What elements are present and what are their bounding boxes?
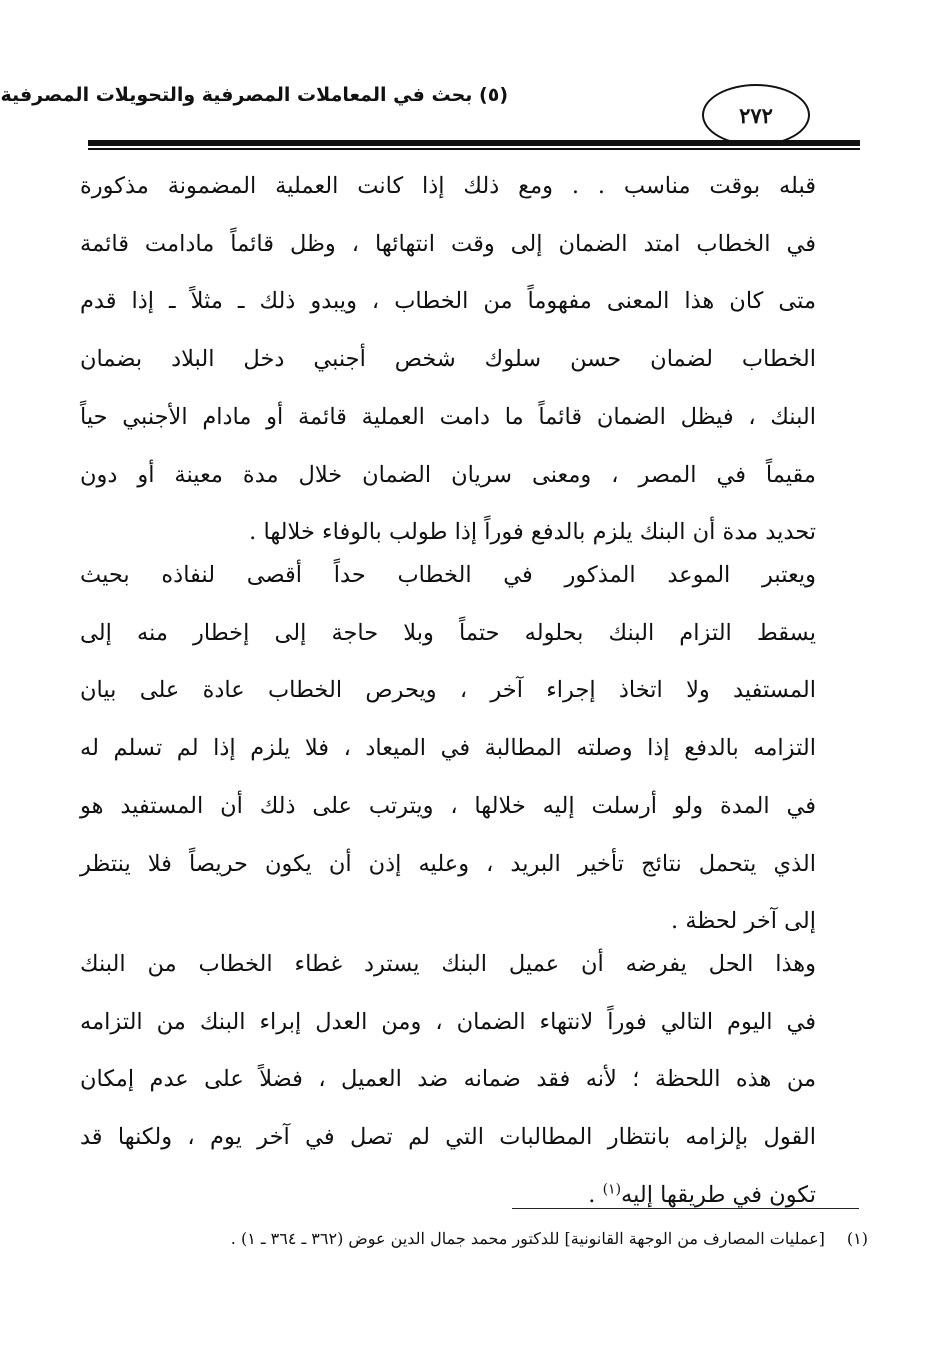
paragraph-1 [80,158,816,562]
text-line: قبله بوقت مناسب . . ومع ذلك إذا كانت العملية المضمونة مذكورة [80,173,816,199]
text-line-last [80,1167,816,1225]
page-number: ٢٧٢ [702,84,810,146]
text-line: التزامه بالدفع إذا وصلته المطالبة في الميعاد ، فلا يلزم إذا لم تسلم له [80,735,816,762]
text-line: ويعتبر الموعد المذكور في الخطاب حداً أقصى لنفاذه بحيث [80,562,816,588]
text-fragment: . [588,1181,603,1208]
paragraph-2 [80,547,816,951]
footnote-divider [512,1208,859,1209]
text-line: في المدة ولو أرسلت إليه خلالها ، ويترتب على ذلك أن المستفيد هو [80,792,816,819]
text-line: إلى آخر لحظة . [671,908,816,935]
text-line: من هذه اللحظة ؛ لأنه فقد ضمانه ضد العميل ، فضلاً على عدم إمكان [80,1066,816,1093]
text-line: الذي يتحمل نتائج تأخير البريد ، وعليه إذن أن يكون حريصاً فلا ينتظر [80,850,816,877]
text-line: يسقط التزام البنك بحلوله حتماً وبلا حاجة إلى إخطار منه إلى [80,619,816,646]
running-title: (٥) بحث في المعاملات المصرفية والتحويلات المصرفية [0,84,508,106]
header-rule-thick [88,140,860,146]
text-line: مقيماً في المصر ، ومعنى سريان الضمان خلال مدة معينة أو دون [80,461,816,488]
text-line: متى كان هذا المعنى مفهوماً من الخطاب ، ويبدو ذلك ـ مثلاً ـ إذا قدم [80,288,816,315]
text-line: الخطاب لضمان حسن سلوك شخص أجنبي دخل البلاد بضمان [80,346,816,373]
header-rule-thin [88,148,860,150]
text-line: البنك ، فيظل الضمان قائماً ما دامت العملية قائمة أو مادام الأجنبي حياً [80,403,816,430]
paragraph-3 [80,936,816,1225]
text-line: المستفيد ولا اتخاذ إجراء آخر ، ويحرص الخطاب عادة على بيان [80,677,816,704]
text-line: تحديد مدة أن البنك يلزم بالدفع فوراً إذا طولب بالوفاء خلالها . [249,519,816,546]
text-fragment: تكون في طريقها إليه [621,1181,816,1208]
footnote [80,1224,868,1254]
text-line: في اليوم التالي فوراً لانتهاء الضمان ، ومن العدل إبراء البنك من التزامه [80,1008,816,1035]
text-line: في الخطاب امتد الضمان إلى وقت انتهائها ، وظل قائماً مادامت قائمة [80,230,816,257]
footnote-number: (١) [846,1229,868,1248]
text-line: وهذا الحل يفرضه أن عميل البنك يسترد غطاء الخطاب من البنك [80,951,816,977]
footnote-text: [عمليات المصارف من الوجهة القانونية] للدكتور محمد جمال الدين عوض (٣٦٢ ـ ٣٦٤ ـ ١) . [230,1229,825,1248]
footnote-reference[interactable]: (١) [602,1181,622,1198]
text-line: القول بإلزامه بانتظار المطالبات التي لم تصل في آخر يوم ، ولكنها قد [80,1124,816,1151]
